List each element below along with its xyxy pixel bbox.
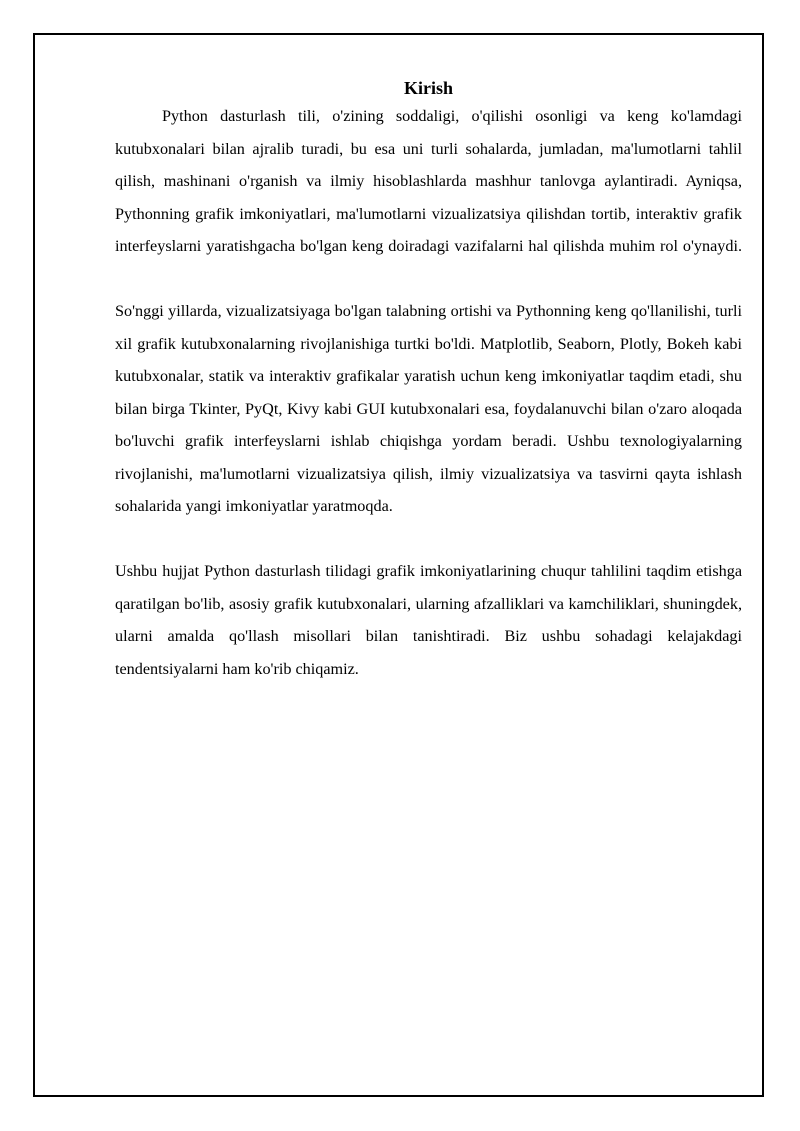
paragraph-purpose: Ushbu hujjat Python dasturlash tilidagi grafik imkoniyatlarining chuqur tahlilini taqdim etishga qaratilgan bo'lib, asosiy grafik kutubxonalari, ularning afzalliklari va kamchiliklari, shuningdek, ularni amalda qo'llash misollari bilan tanishtiradi. Biz ushbu sohadagi kelajakdagi tendentsiyalarni ham ko'rib chiqamiz. — [115, 562, 742, 678]
paragraph-libraries: So'nggi yillarda, vizualizatsiyaga bo'lgan talabning ortishi va Pythonning keng qo'llanilishi, turli xil grafik kutubxonalarning rivojlanishiga turtki bo'ldi. Matplotlib, Seaborn, Plotly, Bokeh kabi kutubxonalar, statik va interaktiv grafikalar yaratish uchun keng imkoniyatlar taqdim etadi, shu bilan birga Tkinter, PyQt, Kivy kabi GUI kutubxonalari esa, foydalanuvchi bilan o'zaro aloqada bo'luvchi grafik interfeyslarni ishlab chiqishga yordam beradi. Ushbu texnologiyalarning rivojlanishi, ma'lumotlarni vizualizatsiya qilish, ilmiy vizualizatsiya va tasvirni qayta ishlash sohalarida yangi imkoniyatlar yaratmoqda. — [115, 302, 742, 515]
paragraph-spacer — [115, 263, 742, 296]
paragraph-spacer — [115, 523, 742, 556]
paragraph-introduction: Python dasturlash tili, o'zining soddaligi, o'qilishi osonligi va keng ko'lamdagi kutubxonalari bilan ajralib turadi, bu esa uni turli sohalarda, jumladan, ma'lumotlarni tahlil qilish, mashinani o'rganish va ilmiy hisoblashlarda mashhur tanlovga aylantiradi. Ayniqsa, Pythonning grafik imkoniyatlari, ma'lumotlarni vizualizatsiya qilishdan tortib, interaktiv grafik interfeyslarni yaratishgacha bo'lgan keng doiradagi vazifalarni hal qilishda muhim rol o'ynaydi. — [115, 107, 742, 255]
document-body — [115, 76, 742, 685]
page-title: Kirish — [403, 78, 453, 98]
